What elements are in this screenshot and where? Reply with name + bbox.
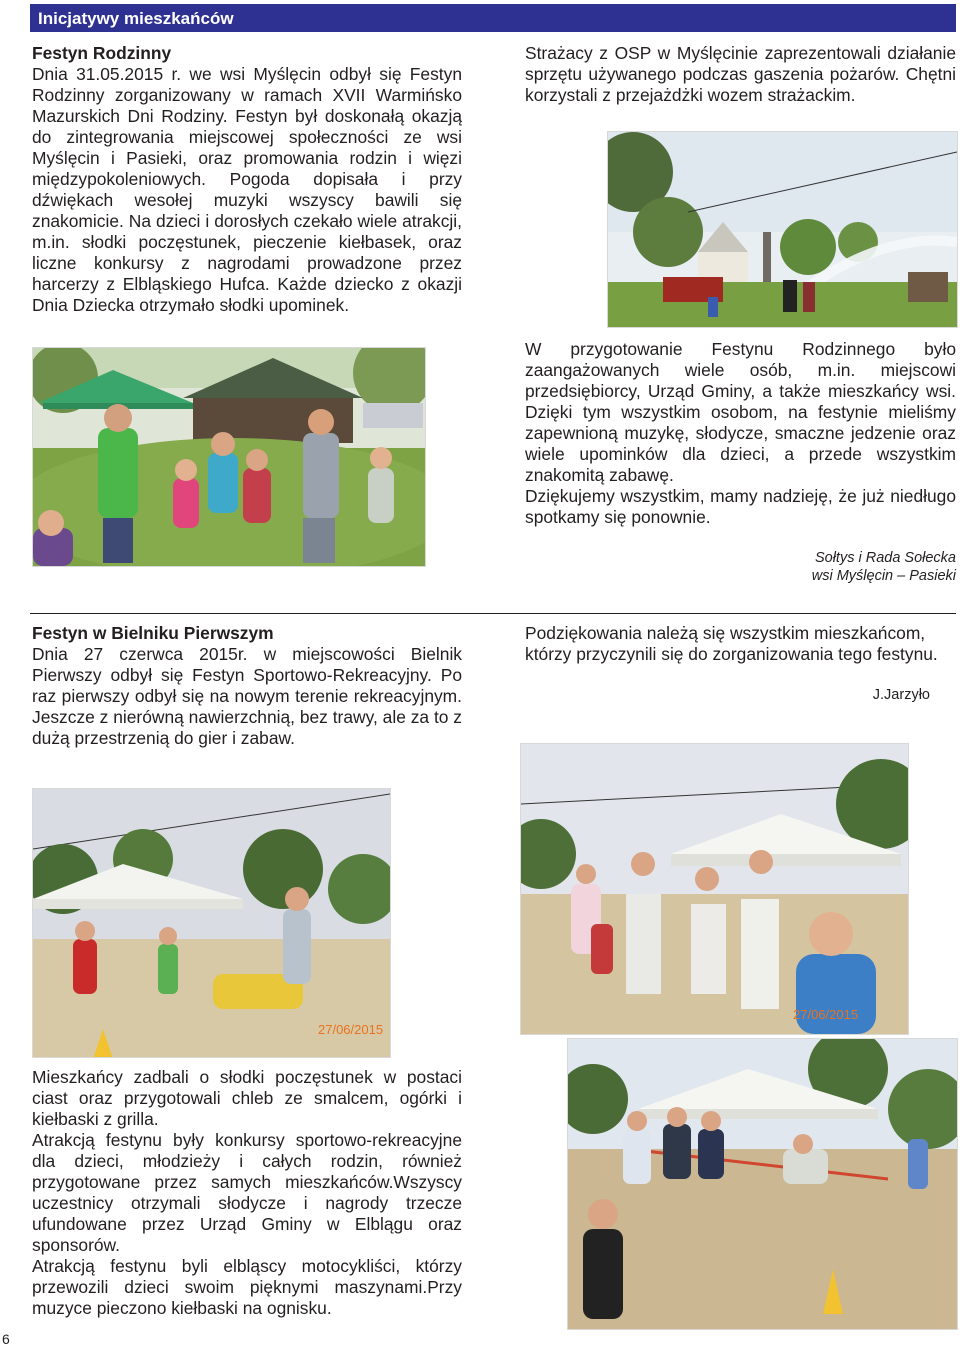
- page-number: 6: [2, 1331, 10, 1347]
- photo-children-festival: [32, 347, 426, 567]
- preparation-article: [525, 339, 956, 528]
- festyn-rodzinny-heading: Festyn Rodzinny: [32, 43, 172, 63]
- photo-sack-race: [520, 743, 909, 1035]
- signature-soltys: [700, 549, 956, 585]
- signature-line-2: wsi Myślęcin – Pasieki: [811, 568, 956, 584]
- osp-paragraph: Strażacy z OSP w Myślęcinie zaprezentowali działanie sprzętu używanego podczas gaszenia pożarów. Chętni korzystali z przejażdżki wozem strażackim.: [525, 43, 956, 105]
- bielnik-bottom-article: [32, 1067, 462, 1319]
- bielnik-bottom-paragraph-3: Atrakcją festynu byli elbląscy motocykliści, którzy przewozili dzieci swoim pięknymi maszynami.Przy muzyce pieczono kiełbaski na ognisku.: [32, 1256, 462, 1318]
- bielnik-thanks: [525, 623, 956, 665]
- bielnik-thanks-paragraph: Podziękowania należą się wszystkim mieszkańcom, którzy przyczynili się do zorganizowania tego festynu.: [525, 623, 938, 664]
- section-divider: [30, 613, 956, 614]
- photo-date-stamp-2: 27/06/2015: [793, 1007, 859, 1022]
- festyn-rodzinny-paragraph: Dnia 31.05.2015 r. we wsi Myślęcin odbył się Festyn Rodzinny zorganizowany w ramach XVII Warmińsko Mazurskich Dni Rodziny. Festyn był doskonałą okazją do zintegrowania miejscowej społeczności ze wsi Myślęcin i Pasieki, oraz promowania rodzin i więzi międzypokoleniowych. Pogoda dopisała i przy dźwiękach wesołej muzyki wszyscy bawili się znakomicie. Na dzieci i dorosłych czekało wiele atrakcji, m.in. słodki poczęstunek, pieczenie kiełbasek, oraz liczne konkursy z nagrodami prowadzone przez harcerzy z Elbląskiego Hufca. Każde dziecko z okazji Dnia Dziecka otrzymało słodki upominek.: [32, 64, 462, 315]
- bielnik-bottom-paragraph-1: Mieszkańcy zadbali o słodki poczęstunek w postaci ciast oraz przygotowali chleb ze smalcem, ogórki i kiełbaski z grilla.: [32, 1067, 462, 1129]
- section-header-bar: [30, 4, 956, 32]
- photo-date-stamp-1: 27/06/2015: [318, 1022, 384, 1037]
- festyn-rodzinny-article: [32, 43, 462, 316]
- signature-line-1: Sołtys i Rada Sołecka: [814, 550, 956, 566]
- photo-tug-of-war: [567, 1038, 958, 1330]
- photo-firefighters: [607, 131, 958, 328]
- bielnik-bottom-paragraph-2: Atrakcją festynu były konkursy sportowo-rekreacyjne dla dzieci, młodzieży i całych rodzin, również przygotowane przez samych mieszkańców.Wszyscy uczestnicy otrzymali słodycze i nagrody trzecze ufundowane przez Urząd Gminy w Elblągu oraz sponsorów.: [32, 1130, 462, 1255]
- section-title: Inicjatywy mieszkańców: [38, 9, 234, 28]
- festyn-bielnik-paragraph: Dnia 27 czerwca 2015r. w miejscowości Bielnik Pierwszy odbył się Festyn Sportowo-Rekreacyjny. Po raz pierwszy odbył się na nowym terenie rekreacyjnym. Jeszcze z nierówną nawierzchnią, bez trawy, ale za to z dużą przestrzenią do gier i zabaw.: [32, 644, 462, 748]
- preparation-paragraph: W przygotowanie Festynu Rodzinnego było zaangażowanych wiele osób, m.in. miejscowi przedsiębiorcy, Urząd Gminy, a także mieszkańcy wsi. Dzięki tym wszystkim osobom, na festynie mieliśmy zapewnioną muzykę, słodycze, smaczne jedzenie oraz wiele upominków dla dzieci, a przede wszystkim znakomitą zabawę.: [525, 339, 956, 485]
- thanks-paragraph: Dziękujemy wszystkim, mamy nadzieję, że już niedługo spotkamy się ponownie.: [525, 486, 956, 527]
- festyn-bielnik-article: [32, 623, 462, 749]
- osp-article: [525, 43, 956, 106]
- festyn-bielnik-heading: Festyn w Bielniku Pierwszym: [32, 623, 274, 643]
- photo-tent-gathering: [32, 788, 391, 1058]
- signature-jarzylo: J.Jarzyło: [872, 687, 930, 703]
